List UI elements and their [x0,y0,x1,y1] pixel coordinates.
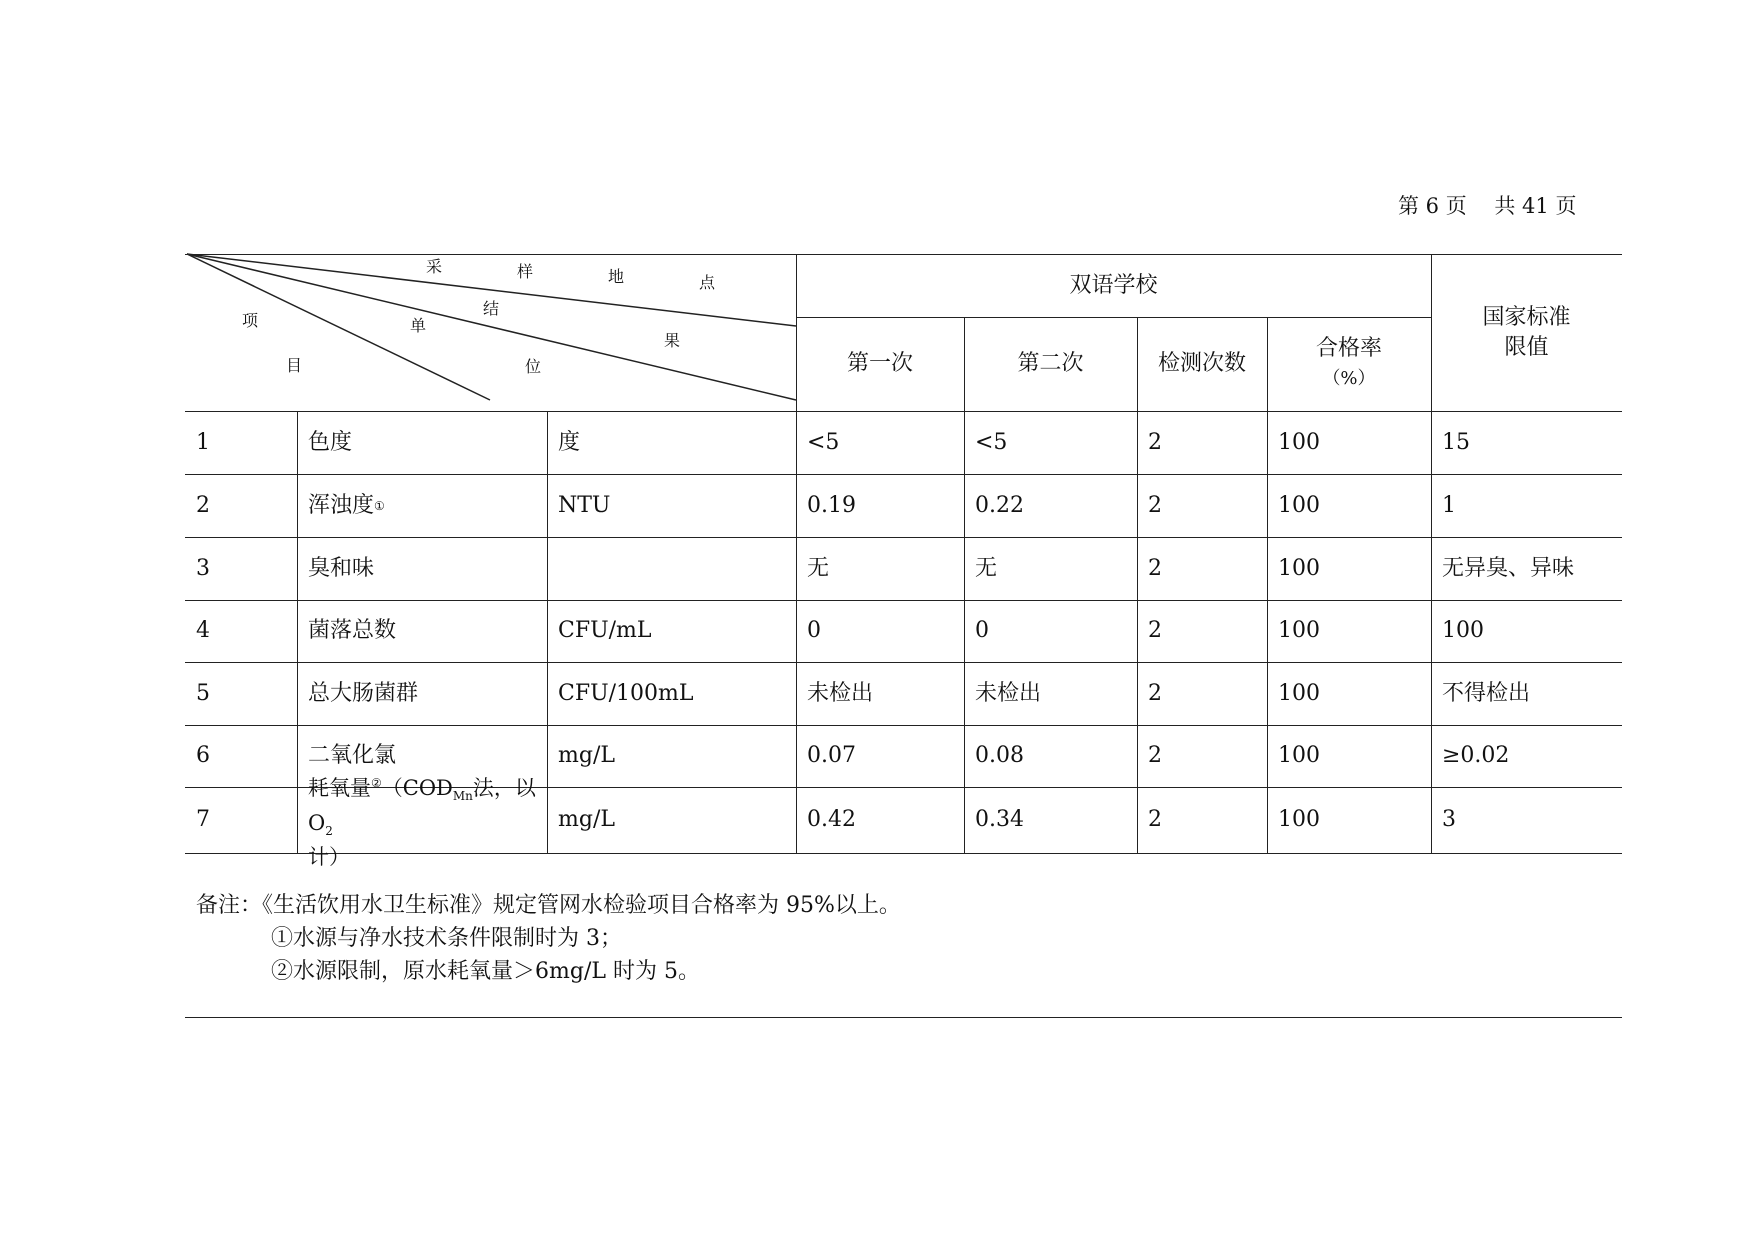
cell-second-text: 0.22 [975,492,1024,518]
cell-unit-text: CFU/100mL [558,680,694,706]
pass-rate-header [1267,317,1431,411]
item-subscript: 2 [325,823,333,838]
cell-first-text: 未检出 [807,680,874,706]
cell-second-text: <5 [975,429,1008,455]
cell-item-text: 色度 [308,429,353,455]
cell-no-text: 2 [196,492,210,518]
cell-count-text: 2 [1148,492,1162,518]
corner-label: 样 [517,262,534,281]
cell-first-text: 0.19 [807,492,856,518]
cell-second-text: 0.34 [975,807,1024,832]
cell-no-text: 4 [196,618,210,643]
corner-label: 项 [242,311,259,330]
pass-rate-label: 合格率 [1315,336,1382,361]
cell-limit-text: 不得检出 [1442,680,1531,706]
cell-count-text: 2 [1148,680,1162,706]
cell-item-text: 二氧化氯 [308,743,397,768]
cell-second-text: 未检出 [975,680,1042,706]
cell-rate-text: 100 [1278,680,1320,706]
cell-first-text: 0.07 [807,743,856,768]
note-1: ①水源与净水技术条件限制时为 3； [271,926,622,951]
cell-count-text: 2 [1148,743,1162,768]
cell-no-text: 1 [196,429,210,455]
cell-count-text: 2 [1148,555,1162,581]
limit-label-line1: 国家标准 [1482,304,1571,330]
cell-unit-text: NTU [558,492,611,518]
note-main: 备注：《生活饮用水卫生标准》规定管网水检验项目合格率为 95%以上。 [196,893,901,918]
first-test-header: 第一次 [846,351,913,376]
item-note: 法，以O [308,776,536,835]
second-test-header: 第二次 [1017,351,1084,376]
cell-item-text: 臭和味 [308,555,375,581]
diagonal-line-unit [187,254,490,400]
cell-unit-text: mg/L [558,743,615,768]
item-subscript: Mn [452,789,473,804]
cell-item-text: 浑浊度 [308,492,375,518]
cell-rate-text: 100 [1278,743,1320,768]
cell-item-text: 菌落总数 [308,618,397,643]
corner-label: 采 [426,257,443,276]
site-header: 双语学校 [1069,272,1158,298]
cell-rate-text: 100 [1278,618,1320,643]
cell-limit-text: 100 [1442,618,1484,643]
cell-no-text: 3 [196,555,210,581]
cell-rate-text: 100 [1278,807,1320,832]
cell-second-text: 0 [975,618,989,643]
cell-count-text: 2 [1148,429,1162,455]
cell-rate-text: 100 [1278,555,1320,581]
note-2: ②水源限制，原水耗氧量＞6mg/L 时为 5。 [271,959,700,984]
cell-first-text: <5 [807,429,840,455]
corner-label: 目 [286,356,303,375]
cell-no-text: 7 [196,807,210,832]
cell-item-text: 总大肠菌群 [308,680,419,706]
cell-limit-text: 1 [1442,492,1456,518]
footnote-mark: ② [371,776,382,791]
cell-no-text: 5 [196,680,210,706]
cell-limit-text: 无异臭、异味 [1442,555,1575,581]
cell-unit-text: CFU/mL [558,618,652,643]
corner-label: 点 [699,273,716,292]
corner-label: 位 [525,357,542,376]
cell-limit-text: ≥0.02 [1442,743,1510,768]
cell-rate-text: 100 [1278,429,1320,455]
corner-label: 果 [664,331,681,350]
cell-first-text: 无 [807,555,830,581]
cell-second-text: 无 [975,555,998,581]
pass-rate-unit: （%） [1322,368,1376,389]
corner-label: 结 [483,299,500,318]
cell-second-text: 0.08 [975,743,1024,768]
test-count-header: 检测次数 [1157,351,1246,376]
corner-label: 单 [410,316,427,335]
limit-label-line2: 限值 [1504,334,1549,360]
cell-limit-text: 3 [1442,807,1456,832]
cell-first-text: 0.42 [807,807,856,832]
cell-limit-text: 15 [1442,429,1470,455]
limit-header [1431,254,1622,411]
cell-item-text: 耗氧量 [308,776,371,801]
item-note: 计） [308,844,350,869]
page-number: 第 6 页 共 41 页 [1398,194,1577,218]
cell-first-text: 0 [807,618,821,643]
cell-unit-text: 度 [558,429,581,455]
corner-label: 地 [608,267,625,286]
cell-no-text: 6 [196,743,210,768]
cell-count-text: 2 [1148,618,1162,643]
cell-unit-text: mg/L [558,807,615,832]
cell-rate-text: 100 [1278,492,1320,518]
footnote-mark: ① [374,498,385,513]
item-note: （COD [381,776,453,801]
cell-count-text: 2 [1148,807,1162,832]
